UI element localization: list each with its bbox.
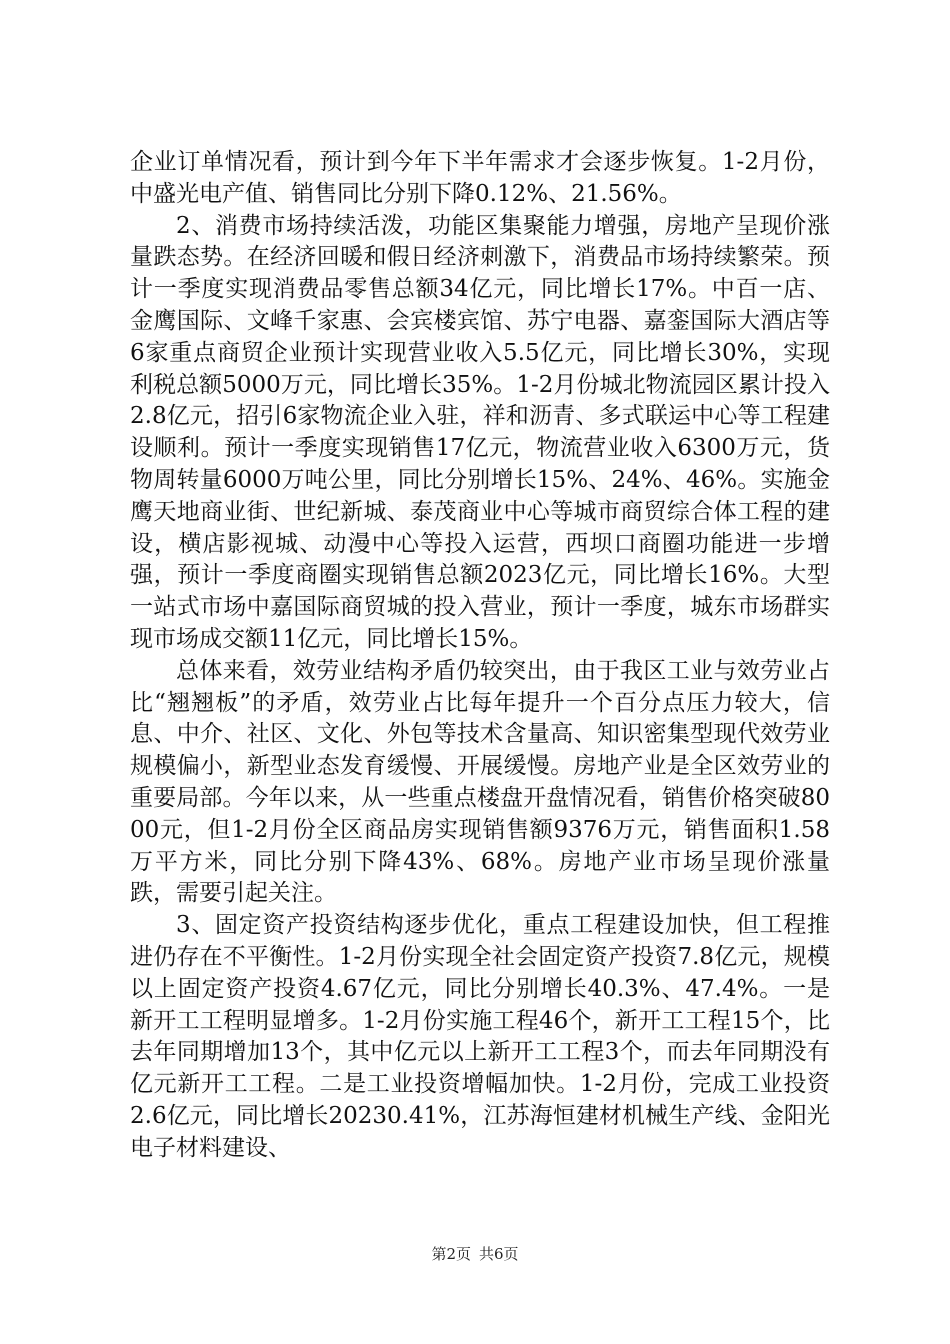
paragraph-continuation: 企业订单情况看，预计到今年下半年需求才会逐步恢复。1-2月份，中盛光电产值、销售同比分别下降0.12%、21.56%。	[130, 149, 830, 207]
page-number-current: 第2页	[431, 1245, 471, 1263]
page-footer	[0, 1243, 950, 1264]
document-body	[130, 147, 830, 1165]
paragraph-fixed-asset-investment: 3、固定资产投资结构逐步优化，重点工程建设加快，但工程推进仍存在不平衡性。1-2月份实现全社会固定资产投资7.8亿元，规模以上固定资产投资4.67亿元，同比分别增长40.3%、47.4%。一是新开工工程明显增多。1-2月份实施工程46个，新开工工程15个，比去年同期增加13个，其中亿元以上新开工工程3个，而去年同期没有亿元新开工工程。二是工业投资增幅加快。1-2月份，完成工业投资2.6亿元，同比增长20230.41%，江苏海恒建材机械生产线、金阳光电子材料建设、	[130, 912, 830, 1161]
page-number-total: 共6页	[479, 1245, 519, 1263]
paragraph-consumer-market: 2、消费市场持续活泼，功能区集聚能力增强，房地产呈现价涨量跌态势。在经济回暖和假日经济刺激下，消费品市场持续繁荣。预计一季度实现消费品零售总额34亿元，同比增长17%。中百一店、金鹰国际、文峰千家惠、会宾楼宾馆、苏宁电器、嘉銮国际大酒店等6家重点商贸企业预计实现营业收入5.5亿元，同比增长30%，实现利税总额5000万元，同比增长35%。1-2月份城北物流园区累计投入2.8亿元，招引6家物流企业入驻，祥和沥青、多式联运中心等工程建设顺利。预计一季度实现销售17亿元，物流营业收入6300万元，货物周转量6000万吨公里，同比分别增长15%、24%、46%。实施金鹰天地商业街、世纪新城、泰茂商业中心等城市商贸综合体工程的建设，横店影视城、动漫中心等投入运营，西坝口商圈功能进一步增强，预计一季度商圈实现销售总额2023亿元，同比增长16%。大型一站式市场中嘉国际商贸城的投入营业，预计一季度，城东市场群实现市场成交额11亿元，同比增长15%。	[130, 212, 830, 652]
paragraph-service-industry: 总体来看，效劳业结构矛盾仍较突出，由于我区工业与效劳业占比“翘翘板”的矛盾，效劳业占比每年提升一个百分点压力较大，信息、中介、社区、文化、外包等技术含量高、知识密集型现代效劳业规模偏小，新型业态发育缓慢、开展缓慢。房地产业是全区效劳业的重要局部。今年以来，从一些重点楼盘开盘情况看，销售价格突破8000元，但1-2月份全区商品房实现销售额9376万元，销售面积1.58万平方米，同比分别下降43%、68%。房地产业市场呈现价涨量跌，需要引起关注。	[130, 657, 830, 907]
